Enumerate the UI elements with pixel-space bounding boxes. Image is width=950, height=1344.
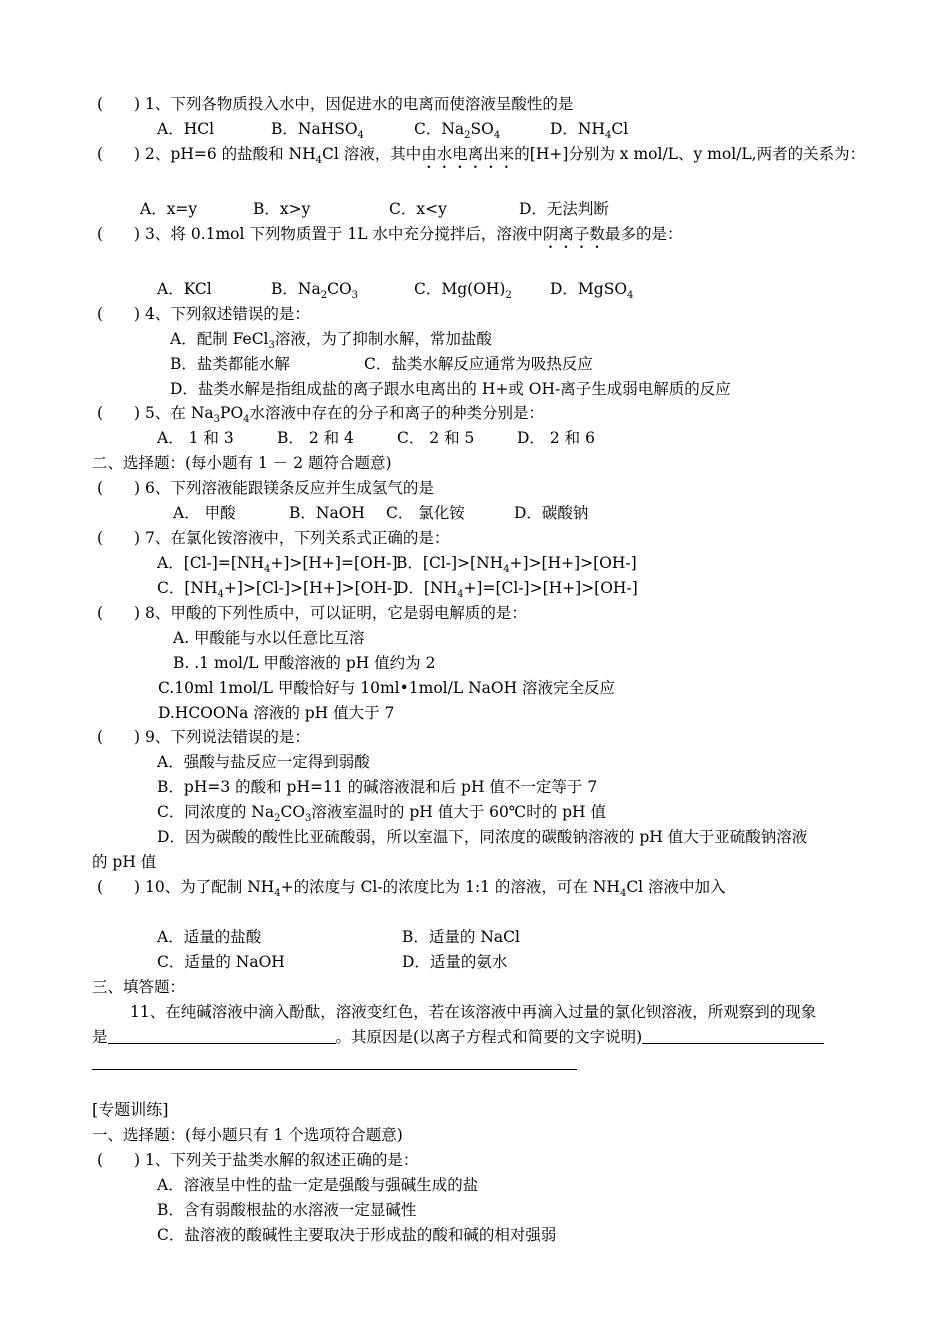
- answer-paren: ( ): [97, 225, 141, 243]
- option-b: B．$[Cl-]>[NH_4+]>[H+]>[OH-]$: [396, 554, 637, 575]
- question-10: ( ) 10、为了配制 $NH_4+$的浓度与 Cl-的浓度比为 1:1 的溶液，可在 $NH_4Cl$ 溶液中加入: [97, 878, 726, 899]
- option-b: B. .1 mol/L 甲酸溶液的 pH 值约为 2: [173, 654, 436, 672]
- question-2: ( ) 2、pH=6 的盐酸和 $NH_4Cl$ 溶液，其中由水电离出来的[H+]分别为 x mol/L、y mol/L,两者的关系为：: [97, 145, 866, 166]
- question-11: 11、在纯碱溶液中滴入酚酞，溶液变红色，若在该溶液中再滴入过量的氯化钡溶液，所观察到的现象: [130, 1003, 817, 1021]
- question-10-options-row2: [157, 952, 507, 972]
- answer-paren: ( ): [97, 529, 141, 547]
- answer-paren: ( ): [97, 479, 141, 497]
- question-6: [97, 478, 434, 498]
- question-2-options: [140, 199, 609, 219]
- question-3-options: [157, 279, 633, 306]
- option-d: D．适量的氨水: [402, 953, 508, 971]
- option-d: D．盐类水解是指组成盐的离子跟水电离出的 H+或 OH-离子生成弱电解质的反应: [170, 380, 731, 398]
- option-c: C．$Na_2SO_4$: [414, 120, 501, 141]
- question-7-options-row2: [157, 578, 638, 605]
- question-11-line2: 是 。其原因是(以离子方程式和简要的文字说明): [92, 1027, 824, 1047]
- option-b: B．含有弱酸根盐的水溶液一定显碱性: [157, 1201, 417, 1219]
- answer-paren: ( ): [97, 305, 141, 323]
- option-c: C.10ml 1mol/L 甲酸恰好与 10ml•1mol/L NaOH 溶液完全反应: [158, 679, 616, 697]
- question-5-options: [157, 428, 595, 448]
- question-stem: 8、甲酸的下列性质中，可以证明，它是弱电解质的是：: [145, 604, 527, 622]
- option-b: B．盐类都能水解: [170, 355, 290, 373]
- options-b-c: [170, 354, 593, 374]
- option-d: D.HCOONa 溶液的 pH 值大于 7: [158, 704, 395, 722]
- option-b: B．适量的 NaCl: [402, 928, 520, 946]
- answer-blank-1[interactable]: [108, 1027, 336, 1044]
- option-a: A．强酸与盐反应一定得到弱酸: [157, 753, 370, 771]
- option-c: C．盐类水解反应通常为吸热反应: [364, 355, 593, 373]
- answer-blank-2[interactable]: [642, 1027, 824, 1044]
- question-7-options-row1: [157, 553, 637, 580]
- question-stem: 9、下列说法错误的是：: [145, 728, 310, 746]
- option-d: D．无法判断: [519, 200, 609, 218]
- training-section-1-heading: 一、选择题：(每小题只有 1 个选项符合题意): [92, 1126, 403, 1144]
- option-c: C．$Mg(OH)_2$: [414, 280, 512, 301]
- question-3: ( ) 3、将 0.1mol 下列物质置于 1L 水中充分搅拌后，溶液中阴离子数最多的是：: [97, 225, 683, 243]
- option-c: C．适量的 NaOH: [157, 953, 285, 971]
- option-c: C．盐溶液的酸碱性主要取决于形成盐的酸和碱的相对强弱: [157, 1226, 557, 1244]
- section-2-heading: 二、选择题：(每小题有 1 － 2 题符合题意): [92, 454, 392, 472]
- option-c: C． 2 和 5: [397, 429, 475, 447]
- option-d: D．$NH_4Cl$: [550, 120, 629, 141]
- option-d: D．$[NH_4+]=[Cl-]>[H+]>[OH-]$: [396, 579, 638, 600]
- section-3-heading: 三、填答题：: [92, 978, 186, 996]
- option-b: B．NaHSO$_4$: [271, 120, 364, 141]
- option-a: A．适量的盐酸: [157, 928, 262, 946]
- option-d: D．因为碳酸的酸性比亚硫酸弱，所以室温下，同浓度的碳酸钠溶液的 pH 值大于亚硫酸钠溶液: [157, 828, 808, 846]
- answer-paren: ( ): [97, 145, 141, 163]
- answer-paren: ( ): [97, 1151, 141, 1169]
- option-a: A．溶液呈中性的盐一定是强酸与强碱生成的盐: [157, 1176, 479, 1194]
- training-heading: [专题训练]: [92, 1100, 169, 1119]
- option-a: A．x=y: [140, 200, 198, 218]
- question-8: [97, 603, 527, 623]
- question-9: [97, 727, 310, 747]
- option-d: D．碳酸钠: [514, 504, 589, 522]
- option-a: A．HCl: [157, 120, 215, 138]
- option-c: C．$[NH_4+]>[Cl-]>[H+]>[OH-]$: [157, 579, 399, 600]
- training-question-1: [97, 1150, 418, 1170]
- option-d-continued: 的 pH 值: [92, 853, 157, 871]
- question-4: [97, 304, 310, 324]
- option-b: B． 2 和 4: [277, 429, 354, 447]
- question-1: [97, 94, 573, 114]
- option-c: C．x<y: [389, 200, 447, 218]
- answer-paren: ( ): [97, 728, 141, 746]
- question-6-options: [173, 503, 588, 523]
- question-stem: 4、下列叙述错误的是：: [145, 305, 310, 323]
- option-a: A．$[Cl-]=[NH_4+]>[H+]=[OH-]$: [157, 554, 398, 575]
- emphasized-text: 阴离子数: [542, 225, 605, 243]
- question-1-options: [157, 119, 628, 146]
- option-d: D． 2 和 6: [517, 429, 595, 447]
- question-5: ( ) 5、在 $Na_3PO_4$水溶液中存在的分子和离子的种类分别是：: [97, 404, 545, 425]
- option-a: A． 甲酸: [173, 504, 236, 522]
- answer-paren: ( ): [97, 604, 141, 622]
- question-10-options-row1: [157, 927, 520, 947]
- option-a: A．KCl: [157, 280, 212, 298]
- question-stem: 7、在氯化铵溶液中，下列关系式正确的是：: [145, 529, 450, 547]
- option-a: A． 1 和 3: [157, 429, 234, 447]
- option-a: A. 甲酸能与水以任意比互溶: [173, 629, 365, 647]
- option-d: D．MgSO$_4$: [550, 280, 634, 301]
- option-b: B．$Na_2CO_3$: [271, 280, 359, 301]
- question-stem: 6、下列溶液能跟镁条反应并生成氢气的是: [145, 479, 434, 497]
- answer-paren: ( ): [97, 878, 141, 896]
- option-c: C．同浓度的 $Na_2CO_3$溶液室温时的 pH 值大于 60℃时的 pH 值: [157, 803, 606, 824]
- option-b: B．NaOH: [289, 504, 365, 522]
- question-7: [97, 528, 449, 548]
- question-stem: 1、下列各物质投入水中，因促进水的电离而使溶液呈酸性的是: [145, 95, 574, 113]
- answer-blank-3[interactable]: [92, 1069, 577, 1070]
- answer-paren: ( ): [97, 404, 141, 422]
- option-c: C． 氯化铵: [386, 504, 465, 522]
- answer-paren: ( ): [97, 95, 141, 113]
- emphasized-text: 由水电离出来: [421, 145, 515, 163]
- option-b: B．x>y: [253, 200, 311, 218]
- question-stem: 1、下列关于盐类水解的叙述正确的是：: [145, 1151, 419, 1169]
- option-a: A．配制 FeCl$_3$溶液，为了抑制水解，常加盐酸: [170, 330, 492, 351]
- option-b: B．pH=3 的酸和 pH=11 的碱溶液混和后 pH 值不一定等于 7: [157, 778, 598, 796]
